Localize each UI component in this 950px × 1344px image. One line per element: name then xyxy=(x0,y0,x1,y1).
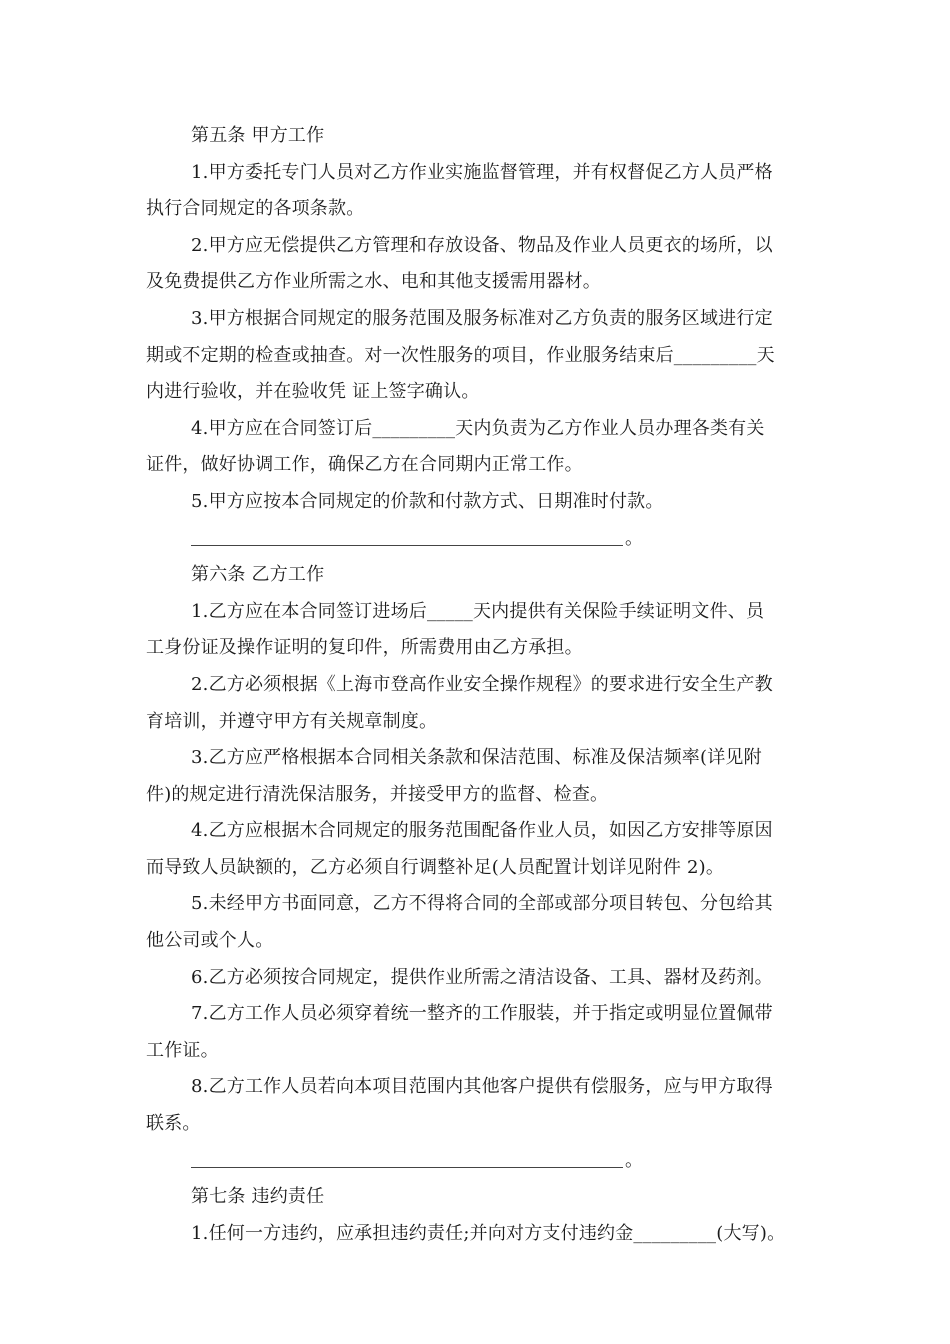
article-6-blank-line xyxy=(146,1143,818,1180)
article-6-clause-2-line-1: 2.乙方必须根据《上海市登高作业安全操作规程》的要求进行安全生产教 xyxy=(191,673,773,695)
article-5-clause-3-line-1: 3.甲方根据合同规定的服务范围及服务标准对乙方负责的服务区域进行定 xyxy=(191,307,773,329)
article-5-clause-2-line-2: 及免费提供乙方作业所需之水、电和其他支援需用器材。 xyxy=(146,271,601,293)
article-7-heading: 第七条 违约责任 xyxy=(191,1186,325,1208)
article-6-clause-1-line-2: 工身份证及操作证明的复印件，所需费用由乙方承担。 xyxy=(146,637,583,659)
article-6-clause-7-line-1: 7.乙方工作人员必须穿着统一整齐的工作服装，并于指定或明显位置佩带 xyxy=(191,1003,773,1025)
article-6-clause-3-line-2: 件)的规定进行清洗保洁服务，并接受甲方的监督、检查。 xyxy=(146,783,609,805)
article-5-heading: 第五条 甲方工作 xyxy=(191,125,325,146)
article-6-clause-1-line-1: 1.乙方应在本合同签订进场后_____天内提供有关保险手续证明文件、员 xyxy=(191,600,765,622)
article-5-clause-4-line-2: 证件，做好协调工作，确保乙方在合同期内正常工作。 xyxy=(146,454,583,476)
article-5-clause-4-line-1: 4.甲方应在合同签订后_________天内负责为乙方作业人员办理各类有关 xyxy=(191,417,765,439)
article-6-clause-4-line-2: 而导致人员缺额的，乙方必须自行调整补足(人员配置计划详见附件 2)。 xyxy=(146,856,725,878)
article-6-clause-5-line-2: 他公司或个人。 xyxy=(146,930,274,952)
article-5-clause-3-line-2: 期或不定期的检查或抽查。对一次性服务的项目，作业服务结束后_________天 xyxy=(146,344,775,366)
fill-in-blank-rule xyxy=(191,531,623,546)
article-6-clause-6-line-1: 6.乙方必须按合同规定，提供作业所需之清洁设备、工具、器材及药剂。 xyxy=(191,966,773,988)
article-6-clause-4-line-1: 4.乙方应根据木合同规定的服务范围配备作业人员，如因乙方安排等原因 xyxy=(191,820,773,842)
article-6-clause-8-line-1: 8.乙方工作人员若向本项目范围内其他客户提供有偿服务，应与甲方取得 xyxy=(191,1076,773,1098)
article-5-clause-5-line-1: 5.甲方应按本合同规定的价款和付款方式、日期准时付款。 xyxy=(191,490,664,512)
article-6-clause-2-line-2: 育培训，并遵守甲方有关规章制度。 xyxy=(146,710,438,732)
article-6-clause-7-line-2: 工作证。 xyxy=(146,1039,219,1061)
article-6-heading: 第六条 乙方工作 xyxy=(191,564,325,586)
article-5-clause-1-line-1: 1.甲方委托专门人员对乙方作业实施监督管理，并有权督促乙方人员严格 xyxy=(191,161,773,183)
article-5-clause-3-line-3: 内进行验收，并在验收凭 证上签字确认。 xyxy=(146,381,480,403)
article-7-clause-1-line-1: 1.任何一方违约，应承担违约责任;并向对方支付违约金_________(大写)。 xyxy=(191,1222,786,1244)
blank-period: 。 xyxy=(625,527,644,549)
article-5-blank-line xyxy=(146,521,818,558)
article-6-clause-5-line-1: 5.未经甲方书面同意，乙方不得将合同的全部或部分项目转包、分包给其 xyxy=(191,893,773,915)
article-5-clause-1-line-2: 执行合同规定的各项条款。 xyxy=(146,198,365,220)
blank-period: 。 xyxy=(625,1149,644,1171)
fill-in-blank-rule xyxy=(191,1153,623,1168)
article-5-clause-2-line-1: 2.甲方应无偿提供乙方管理和存放设备、物品及作业人员更衣的场所，以 xyxy=(191,234,773,256)
article-6-clause-8-line-2: 联系。 xyxy=(146,1113,201,1135)
article-6-clause-3-line-1: 3.乙方应严格根据本合同相关条款和保洁范围、标准及保洁频率(详见附 xyxy=(191,747,762,769)
contract-page xyxy=(146,118,818,1252)
